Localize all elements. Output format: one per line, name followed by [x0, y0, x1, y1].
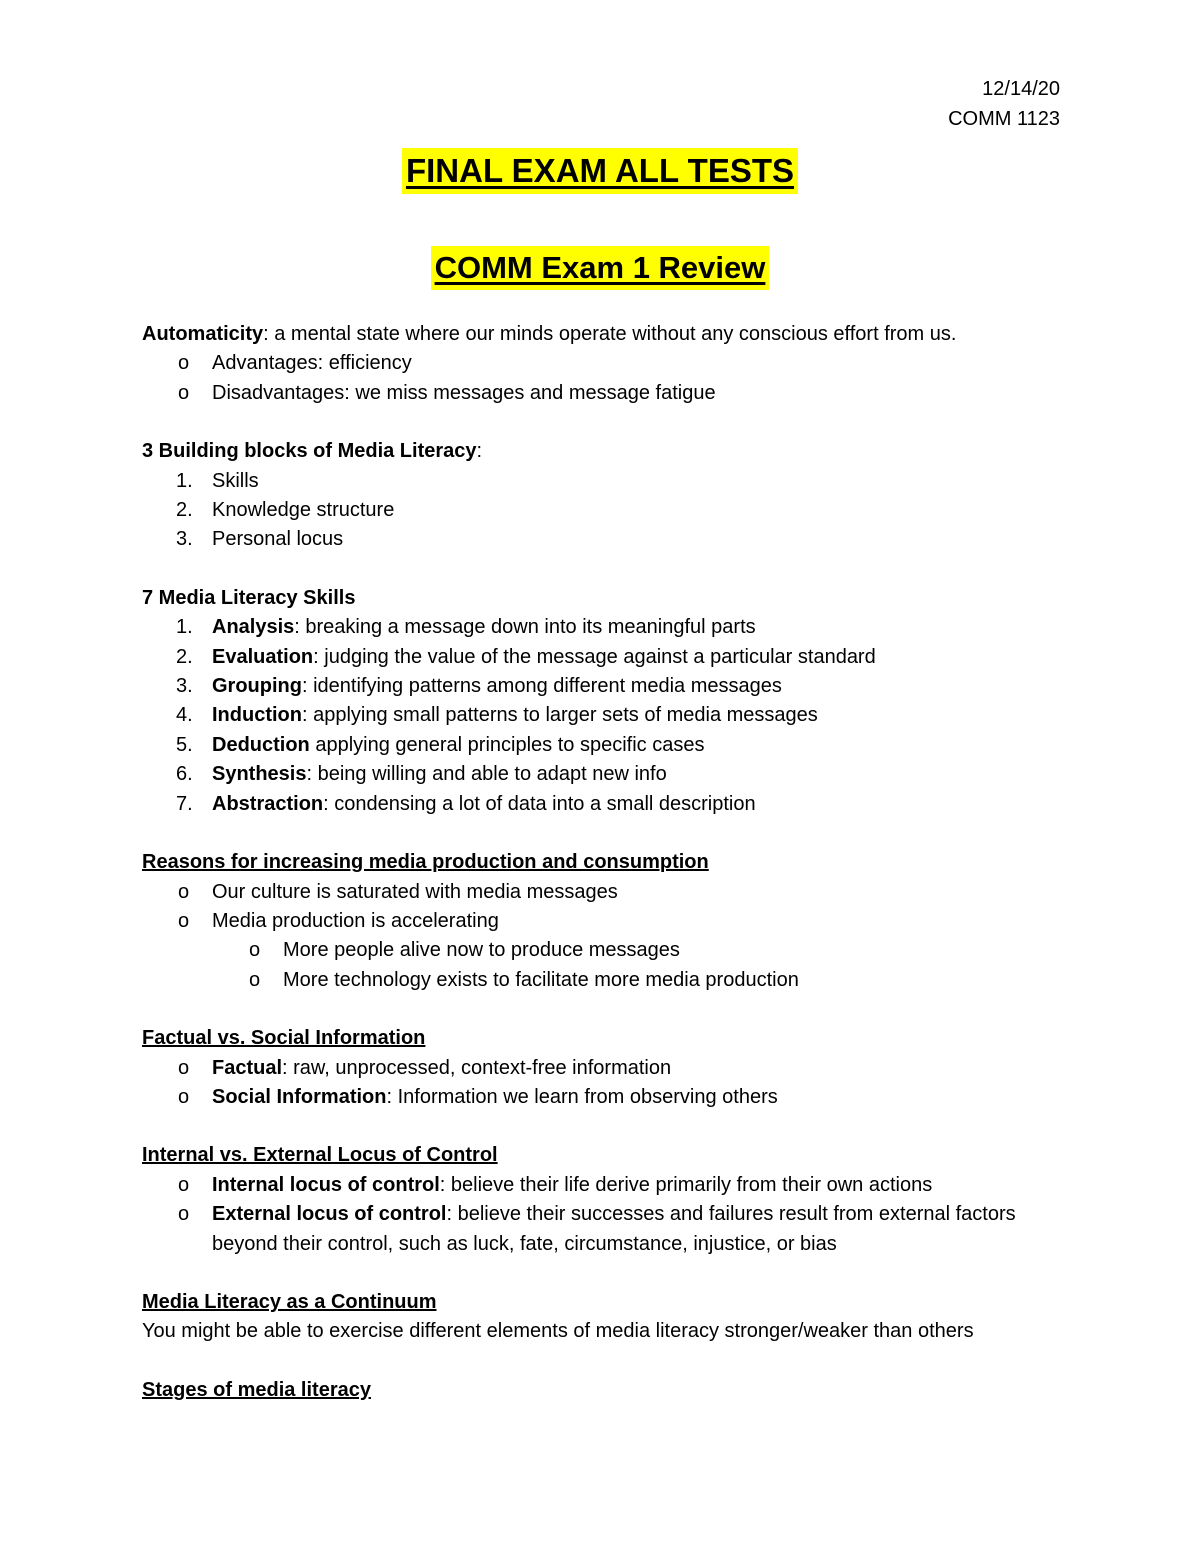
continuum-text: You might be able to exercise different elements of media literacy stronger/weaker than others	[142, 1320, 974, 1343]
list-item: o External locus of control: believe their successes and failures result from external factors beyond their control, such as luck, fate, circumstance, injustice, or bias	[142, 1200, 1072, 1259]
building-blocks-heading: 3 Building blocks of Media Literacy:	[142, 440, 483, 463]
list-item: o Factual: raw, unprocessed, context-free information	[142, 1054, 1072, 1083]
list-item: 2. Knowledge structure	[176, 499, 395, 522]
building-blocks-list	[142, 467, 1072, 555]
reasons-sub-list	[142, 936, 1072, 995]
list-item: o Internal locus of control: believe their life derive primarily from their own actions	[142, 1171, 1072, 1200]
list-item: o More people alive now to produce messages	[142, 936, 1072, 965]
header-meta	[948, 74, 1060, 134]
sub-title-wrap	[0, 246, 1200, 290]
course-code: COMM 1123	[948, 108, 1060, 130]
reasons-list	[142, 878, 1072, 937]
automaticity-term: Automaticity	[142, 323, 264, 345]
list-item: o More technology exists to facilitate more media production	[142, 966, 1072, 995]
list-item: o Media production is accelerating	[142, 907, 1072, 936]
automaticity-definition	[142, 320, 1072, 349]
list-item: 1. Analysis: breaking a message down into its meaningful parts	[176, 616, 756, 639]
list-item: o Advantages: efficiency	[142, 349, 1072, 378]
factual-list	[142, 1054, 1072, 1113]
date-text: 12/14/20	[982, 78, 1060, 100]
locus-heading: Internal vs. External Locus of Control	[142, 1144, 498, 1167]
continuum-heading: Media Literacy as a Continuum	[142, 1290, 437, 1313]
list-item: o Disadvantages: we miss messages and message fatigue	[142, 379, 1072, 408]
stages-heading: Stages of media literacy	[142, 1378, 371, 1401]
automaticity-list	[142, 349, 1072, 408]
skills-heading: 7 Media Literacy Skills	[142, 586, 356, 609]
main-title: FINAL EXAM ALL TESTS	[402, 148, 798, 194]
list-item: o Social Information: Information we learn from observing others	[142, 1083, 1072, 1112]
list-item: 2. Evaluation: judging the value of the message against a particular standard	[176, 645, 876, 668]
main-title-wrap	[0, 148, 1200, 194]
automaticity-text: : a mental state where our minds operate without any conscious effort from us.	[263, 323, 957, 345]
sub-title: COMM Exam 1 Review	[431, 246, 770, 290]
notes-body	[142, 320, 1072, 1405]
list-item: 4. Induction: applying small patterns to larger sets of media messages	[176, 704, 818, 727]
reasons-heading: Reasons for increasing media production and consumption	[142, 851, 709, 874]
list-item: 3. Personal locus	[176, 528, 344, 551]
skills-list	[142, 613, 1072, 819]
factual-heading: Factual vs. Social Information	[142, 1027, 426, 1050]
list-item: o Our culture is saturated with media messages	[142, 878, 1072, 907]
list-item: 7. Abstraction: condensing a lot of data into a small description	[176, 792, 756, 815]
list-item: 1. Skills	[176, 469, 259, 492]
list-item: 3. Grouping: identifying patterns among different media messages	[176, 675, 782, 698]
locus-list	[142, 1171, 1072, 1259]
list-item: 6. Synthesis: being willing and able to adapt new info	[176, 763, 667, 786]
list-item: 5. Deduction applying general principles to specific cases	[176, 733, 705, 756]
